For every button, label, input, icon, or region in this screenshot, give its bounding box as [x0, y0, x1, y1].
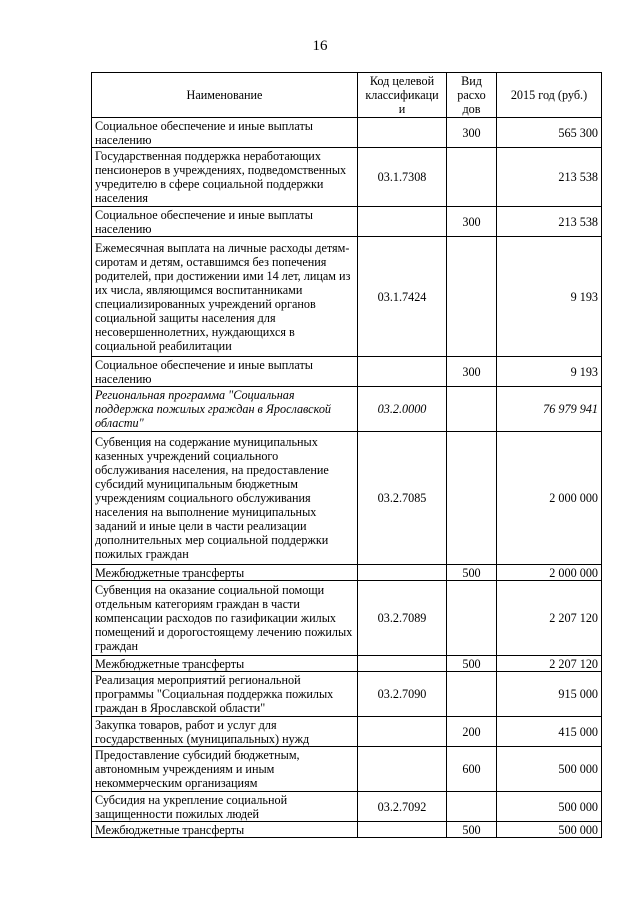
row-kind: 300	[447, 357, 497, 387]
row-name: Социальное обеспечение и иные выплаты населению	[92, 207, 358, 237]
row-name: Субсидия на укрепление социальной защищенности пожилых людей	[92, 792, 358, 822]
table-row	[92, 432, 602, 565]
row-kind	[447, 581, 497, 656]
row-code	[358, 357, 447, 387]
table-row	[92, 565, 602, 581]
row-name: Межбюджетные трансферты	[92, 656, 358, 672]
row-kind: 300	[447, 118, 497, 148]
row-amount: 9 193	[497, 357, 602, 387]
table-row	[92, 822, 602, 838]
row-name: Субвенция на оказание социальной помощи отдельным категориям граждан в части компенсации расходов по газификации жилых помещений и дорогостоящему лечению пожилых граждан	[92, 581, 358, 656]
table-row	[92, 581, 602, 656]
row-amount: 565 300	[497, 118, 602, 148]
row-name: Ежемесячная выплата на личные расходы детям-сиротам и детям, оставшимся без попечения родителей, при достижении ими 14 лет, лицам из их числа, являющимся воспитанниками специализированных учреждений органов социальной защиты населения для несовершеннолетних, нуждающихся в социальной реабилитации	[92, 237, 358, 357]
page-number: 16	[312, 38, 328, 54]
table-row	[92, 237, 602, 357]
table-row	[92, 118, 602, 148]
row-name: Реализация мероприятий региональной программы "Социальная поддержка пожилых граждан в Ярославской области"	[92, 672, 358, 717]
row-name: Закупка товаров, работ и услуг для государственных (муниципальных) нужд	[92, 717, 358, 747]
row-name: Субвенция на содержание муниципальных казенных учреждений социального обслуживания населения, на предоставление субсидий муниципальным бюджетным учреждениям социального обслуживания населения на выполнение муниципальных заданий и иные цели в части реализации дополнительных мер социальной поддержки пожилых граждан	[92, 432, 358, 565]
header-amount: 2015 год (руб.)	[497, 73, 602, 118]
row-amount: 2 000 000	[497, 432, 602, 565]
row-kind: 200	[447, 717, 497, 747]
table-row	[92, 672, 602, 717]
table-row	[92, 747, 602, 792]
table-row	[92, 148, 602, 207]
row-kind	[447, 432, 497, 565]
row-name: Межбюджетные трансферты	[92, 565, 358, 581]
row-kind: 600	[447, 747, 497, 792]
row-name: Государственная поддержка неработающих пенсионеров в учреждениях, подведомственных учредителю в сфере социальной поддержки населения	[92, 148, 358, 207]
table-row	[92, 792, 602, 822]
row-amount: 213 538	[497, 207, 602, 237]
row-name: Социальное обеспечение и иные выплаты населению	[92, 118, 358, 148]
row-kind: 500	[447, 656, 497, 672]
row-kind: 500	[447, 565, 497, 581]
row-kind: 500	[447, 822, 497, 838]
row-amount: 2 000 000	[497, 565, 602, 581]
row-code	[358, 118, 447, 148]
row-name: Региональная программа "Социальная поддержка пожилых граждан в Ярославской области"	[92, 387, 358, 432]
row-amount: 2 207 120	[497, 581, 602, 656]
table-row	[92, 717, 602, 747]
table-row	[92, 656, 602, 672]
row-code: 03.1.7424	[358, 237, 447, 357]
row-amount: 213 538	[497, 148, 602, 207]
row-code	[358, 822, 447, 838]
row-code	[358, 656, 447, 672]
row-name: Социальное обеспечение и иные выплаты населению	[92, 357, 358, 387]
row-amount: 415 000	[497, 717, 602, 747]
row-kind	[447, 792, 497, 822]
row-name: Предоставление субсидий бюджетным, автономным учреждениям и иным некоммерческим организациям	[92, 747, 358, 792]
row-amount: 500 000	[497, 822, 602, 838]
table-row	[92, 207, 602, 237]
row-code: 03.2.7092	[358, 792, 447, 822]
header-name: Наименование	[92, 73, 358, 118]
row-code	[358, 565, 447, 581]
table-header-row	[92, 73, 602, 118]
row-code	[358, 207, 447, 237]
budget-table	[91, 72, 602, 838]
row-kind: 300	[447, 207, 497, 237]
row-amount: 500 000	[497, 747, 602, 792]
row-amount: 9 193	[497, 237, 602, 357]
row-code	[358, 717, 447, 747]
row-kind	[447, 672, 497, 717]
row-amount: 76 979 941	[497, 387, 602, 432]
row-code: 03.1.7308	[358, 148, 447, 207]
row-kind	[447, 237, 497, 357]
row-name: Межбюджетные трансферты	[92, 822, 358, 838]
table-row	[92, 357, 602, 387]
row-kind	[447, 387, 497, 432]
table-row	[92, 387, 602, 432]
row-amount: 915 000	[497, 672, 602, 717]
header-kind: Вид расхо дов	[447, 73, 497, 118]
row-code: 03.2.0000	[358, 387, 447, 432]
row-amount: 2 207 120	[497, 656, 602, 672]
row-amount: 500 000	[497, 792, 602, 822]
row-code: 03.2.7085	[358, 432, 447, 565]
row-kind	[447, 148, 497, 207]
row-code: 03.2.7090	[358, 672, 447, 717]
row-code: 03.2.7089	[358, 581, 447, 656]
header-code: Код целевой классификаци и	[358, 73, 447, 118]
row-code	[358, 747, 447, 792]
